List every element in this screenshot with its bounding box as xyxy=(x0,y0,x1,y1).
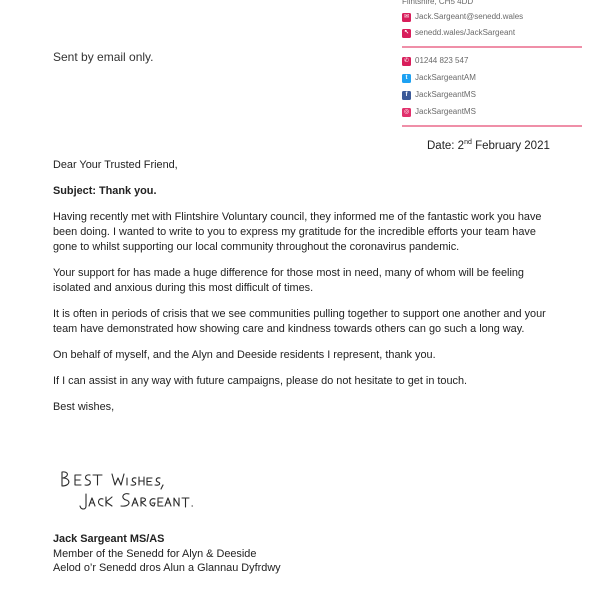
website-text: senedd.wales/JackSargeant xyxy=(415,28,516,37)
instagram-row xyxy=(402,105,582,119)
subject-line: Subject: Thank you. xyxy=(53,185,157,197)
website-row xyxy=(402,26,582,40)
salutation: Dear Your Trusted Friend, xyxy=(53,159,178,171)
phone-text: 01244 823 547 xyxy=(415,56,469,65)
email-text: Jack.Sargeant@senedd.wales xyxy=(415,12,524,21)
contact-divider-top xyxy=(402,46,582,48)
signatory-name: Jack Sargeant MS/AS xyxy=(53,533,165,545)
contact-divider-bottom xyxy=(402,125,582,127)
letter-body xyxy=(53,158,553,415)
date-prefix: Date: 2 xyxy=(427,140,465,152)
cursor-icon: ↖ xyxy=(403,29,410,36)
instagram-icon: ◎ xyxy=(403,108,410,115)
signatory-role-welsh: Aelod o’r Senedd dros Alun a Glannau Dyfrdwy xyxy=(53,562,281,574)
sent-note: Sent by email only. xyxy=(53,50,154,64)
closing: Best wishes, xyxy=(53,401,115,413)
date-rest: February 2021 xyxy=(471,140,550,152)
instagram-text: JackSargeantMS xyxy=(415,107,476,116)
signatory-role-english: Member of the Senedd for Alyn & Deeside xyxy=(53,547,257,560)
phone-icon: ✆ xyxy=(403,57,410,64)
letter-date xyxy=(427,140,550,152)
contact-block xyxy=(402,0,582,133)
date-ordinal: nd xyxy=(464,139,472,147)
handwritten-signature xyxy=(58,468,228,516)
paragraph-3: It is often in periods of crisis that we see communities pulling together to support one another and your team have demonstrated how showing care and kindness towards others can go such a long way. xyxy=(53,308,546,335)
facebook-icon: f xyxy=(402,91,411,100)
phone-row xyxy=(402,54,582,68)
signatory-block xyxy=(53,532,281,576)
social-group xyxy=(402,54,582,119)
email-row xyxy=(402,10,582,24)
email-icon: ✉ xyxy=(403,13,410,20)
twitter-icon: t xyxy=(402,74,411,83)
twitter-text: JackSargeantAM xyxy=(415,73,476,82)
twitter-row xyxy=(402,71,582,85)
paragraph-5: If I can assist in any way with future campaigns, please do not hesitate to get in touch. xyxy=(53,375,468,387)
paragraph-4: On behalf of myself, and the Alyn and Deeside residents I represent, thank you. xyxy=(53,349,436,361)
paragraph-1: Having recently met with Flintshire Voluntary council, they informed me of the fantastic work you have been doing. I wanted to write to you to express my gratitude for the incredible efforts your team have gone to whilst supporting our local community throughout the coronavirus pandemic. xyxy=(53,211,542,253)
facebook-row xyxy=(402,88,582,102)
paragraph-2: Your support for has made a huge difference for those most in need, many of whom will be feeling isolated and anxious during this most difficult of times. xyxy=(53,267,524,294)
facebook-text: JackSargeantMS xyxy=(415,90,476,99)
address-line: Flintshire, CH5 4DD xyxy=(402,0,474,6)
